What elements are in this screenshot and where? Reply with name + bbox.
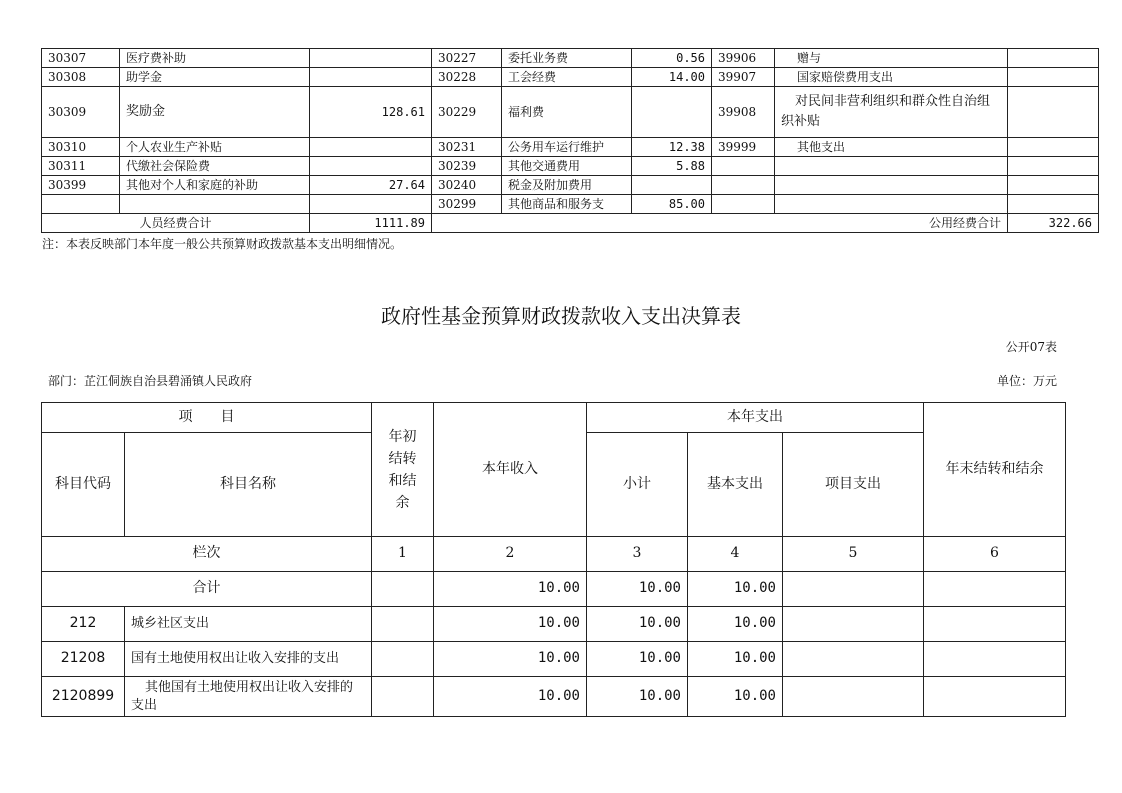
name-cell bbox=[775, 176, 1008, 195]
table-row bbox=[42, 642, 1066, 677]
name-cell bbox=[775, 195, 1008, 214]
header-subtotal: 小计 bbox=[587, 433, 688, 537]
header-expenditure: 本年支出 bbox=[587, 403, 924, 433]
table-row bbox=[42, 195, 1099, 214]
row-begin bbox=[372, 607, 434, 642]
code-cell: 30309 bbox=[42, 87, 120, 138]
form-number: 公开07表 bbox=[1005, 340, 1057, 354]
name-cell: 对民间非营利组织和群众性自治组织补贴 bbox=[775, 87, 1008, 138]
row-begin bbox=[372, 677, 434, 717]
name-cell: 个人农业生产补贴 bbox=[120, 138, 310, 157]
code-cell: 39907 bbox=[712, 68, 775, 87]
department-label: 部门：芷江侗族自治县碧涌镇人民政府 bbox=[48, 374, 253, 388]
name-cell: 国家赔偿费用支出 bbox=[775, 68, 1008, 87]
col-index: 2 bbox=[434, 537, 587, 572]
col-index: 5 bbox=[783, 537, 924, 572]
code-cell: 30308 bbox=[42, 68, 120, 87]
header-code: 科目代码 bbox=[42, 433, 125, 537]
code-cell: 39999 bbox=[712, 138, 775, 157]
row-basic: 10.00 bbox=[688, 677, 783, 717]
table-row bbox=[42, 138, 1099, 157]
header-name: 科目名称 bbox=[125, 433, 372, 537]
col-index: 6 bbox=[924, 537, 1066, 572]
table-note: 注：本表反映部门本年度一般公共预算财政拨款基本支出明细情况。 bbox=[42, 237, 403, 251]
total-project bbox=[783, 572, 924, 607]
code-cell bbox=[712, 195, 775, 214]
value-cell bbox=[1008, 195, 1099, 214]
value-cell bbox=[1008, 49, 1099, 68]
code-cell bbox=[42, 195, 120, 214]
value-cell bbox=[310, 68, 432, 87]
row-name: 城乡社区支出 bbox=[125, 607, 372, 642]
code-cell bbox=[712, 157, 775, 176]
row-project bbox=[783, 607, 924, 642]
row-code: 212 bbox=[42, 607, 125, 642]
value-cell bbox=[1008, 87, 1099, 138]
row-end bbox=[924, 642, 1066, 677]
public-total-label: 公用经费合计 bbox=[432, 214, 1008, 233]
code-cell: 30229 bbox=[432, 87, 502, 138]
name-cell: 代缴社会保险费 bbox=[120, 157, 310, 176]
name-cell: 助学金 bbox=[120, 68, 310, 87]
table-row bbox=[42, 607, 1066, 642]
value-cell: 27.64 bbox=[310, 176, 432, 195]
basic-expenditure-detail-table bbox=[41, 48, 1099, 233]
total-income: 10.00 bbox=[434, 572, 587, 607]
code-cell: 30228 bbox=[432, 68, 502, 87]
total-subtotal: 10.00 bbox=[587, 572, 688, 607]
header-row bbox=[42, 403, 1066, 433]
name-cell bbox=[120, 195, 310, 214]
value-cell bbox=[1008, 157, 1099, 176]
total-basic: 10.00 bbox=[688, 572, 783, 607]
value-cell: 12.38 bbox=[632, 138, 712, 157]
table-row bbox=[42, 176, 1099, 195]
col-index: 3 bbox=[587, 537, 688, 572]
row-end bbox=[924, 677, 1066, 717]
personnel-total-value: 1111.89 bbox=[310, 214, 432, 233]
name-cell: 奖励金 bbox=[120, 87, 310, 138]
row-code: 21208 bbox=[42, 642, 125, 677]
public-total-value: 322.66 bbox=[1008, 214, 1099, 233]
value-cell bbox=[310, 157, 432, 176]
table-row bbox=[42, 87, 1099, 138]
code-cell: 30307 bbox=[42, 49, 120, 68]
table-row bbox=[42, 677, 1066, 717]
total-begin bbox=[372, 572, 434, 607]
gov-fund-table bbox=[41, 402, 1066, 717]
name-cell: 医疗费补助 bbox=[120, 49, 310, 68]
table-row bbox=[42, 157, 1099, 176]
unit-label: 单位：万元 bbox=[996, 374, 1057, 388]
code-cell bbox=[712, 176, 775, 195]
row-name: 其他国有土地使用权出让收入安排的支出 bbox=[125, 677, 372, 717]
value-cell bbox=[310, 195, 432, 214]
row-subtotal: 10.00 bbox=[587, 607, 688, 642]
row-basic: 10.00 bbox=[688, 607, 783, 642]
header-project: 项目支出 bbox=[783, 433, 924, 537]
col-index: 1 bbox=[372, 537, 434, 572]
value-cell bbox=[1008, 138, 1099, 157]
column-index-row bbox=[42, 537, 1066, 572]
value-cell: 5.88 bbox=[632, 157, 712, 176]
code-cell: 30227 bbox=[432, 49, 502, 68]
value-cell bbox=[1008, 68, 1099, 87]
header-item: 项 目 bbox=[42, 403, 372, 433]
row-subtotal: 10.00 bbox=[587, 677, 688, 717]
row-basic: 10.00 bbox=[688, 642, 783, 677]
row-project bbox=[783, 642, 924, 677]
value-cell bbox=[632, 87, 712, 138]
page-title: 政府性基金预算财政拨款收入支出决算表 bbox=[381, 304, 741, 328]
row-code: 2120899 bbox=[42, 677, 125, 717]
name-cell bbox=[775, 157, 1008, 176]
code-cell: 30299 bbox=[432, 195, 502, 214]
code-cell: 39906 bbox=[712, 49, 775, 68]
name-cell: 其他交通费用 bbox=[502, 157, 632, 176]
code-cell: 30231 bbox=[432, 138, 502, 157]
row-subtotal: 10.00 bbox=[587, 642, 688, 677]
name-cell: 公务用车运行维护 bbox=[502, 138, 632, 157]
name-cell: 赠与 bbox=[775, 49, 1008, 68]
header-begin-balance: 年初结转和结余 bbox=[372, 403, 434, 537]
col-index-label: 栏次 bbox=[42, 537, 372, 572]
row-begin bbox=[372, 642, 434, 677]
col-index: 4 bbox=[688, 537, 783, 572]
personnel-total-label: 人员经费合计 bbox=[42, 214, 310, 233]
total-end bbox=[924, 572, 1066, 607]
name-cell: 其他商品和服务支 bbox=[502, 195, 632, 214]
code-cell: 39908 bbox=[712, 87, 775, 138]
row-income: 10.00 bbox=[434, 677, 587, 717]
value-cell: 0.56 bbox=[632, 49, 712, 68]
table-row bbox=[42, 68, 1099, 87]
value-cell: 14.00 bbox=[632, 68, 712, 87]
row-name: 国有土地使用权出让收入安排的支出 bbox=[125, 642, 372, 677]
header-income: 本年收入 bbox=[434, 403, 587, 537]
code-cell: 30399 bbox=[42, 176, 120, 195]
code-cell: 30240 bbox=[432, 176, 502, 195]
code-cell: 30310 bbox=[42, 138, 120, 157]
total-label: 合计 bbox=[42, 572, 372, 607]
row-end bbox=[924, 607, 1066, 642]
totals-row bbox=[42, 214, 1099, 233]
name-cell: 其他对个人和家庭的补助 bbox=[120, 176, 310, 195]
value-cell: 128.61 bbox=[310, 87, 432, 138]
code-cell: 30239 bbox=[432, 157, 502, 176]
name-cell: 工会经费 bbox=[502, 68, 632, 87]
row-project bbox=[783, 677, 924, 717]
value-cell bbox=[1008, 176, 1099, 195]
name-cell: 委托业务费 bbox=[502, 49, 632, 68]
header-end-balance: 年末结转和结余 bbox=[924, 403, 1066, 537]
name-cell: 其他支出 bbox=[775, 138, 1008, 157]
table-row bbox=[42, 49, 1099, 68]
row-income: 10.00 bbox=[434, 607, 587, 642]
code-cell: 30311 bbox=[42, 157, 120, 176]
value-cell bbox=[310, 138, 432, 157]
total-row bbox=[42, 572, 1066, 607]
row-income: 10.00 bbox=[434, 642, 587, 677]
name-cell: 福利费 bbox=[502, 87, 632, 138]
header-basic: 基本支出 bbox=[688, 433, 783, 537]
value-cell bbox=[632, 176, 712, 195]
name-cell: 税金及附加费用 bbox=[502, 176, 632, 195]
value-cell: 85.00 bbox=[632, 195, 712, 214]
value-cell bbox=[310, 49, 432, 68]
